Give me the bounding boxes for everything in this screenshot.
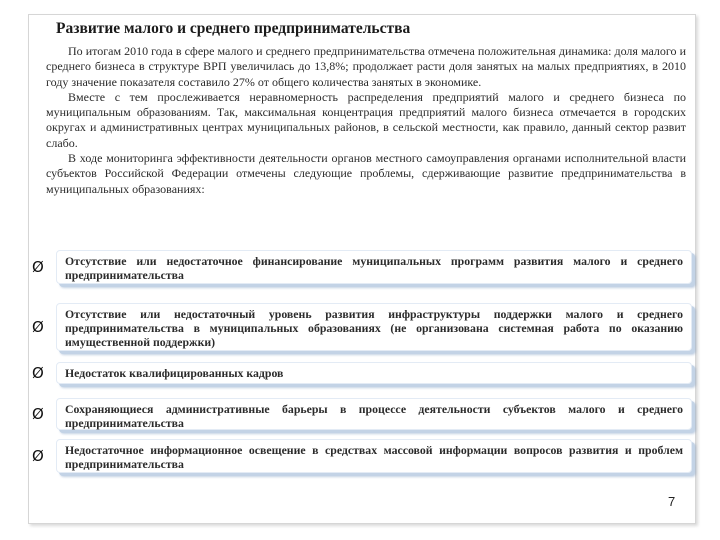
problem-box: Отсутствие или недостаточное финансирование муниципальных программ развития малого и среднего предпринимательства (56, 250, 692, 284)
problem-item (32, 303, 692, 351)
problem-item (32, 439, 692, 473)
slide-title: Развитие малого и среднего предпринимательства (56, 20, 411, 37)
problem-box: Недостаток квалифицированных кадров (56, 362, 692, 384)
problem-box: Недостаточное информационное освещение в средствах массовой информации вопросов развития и проблем предпринимательства (56, 439, 692, 473)
problem-item (32, 250, 692, 284)
arrow-bullet-icon: Ø (32, 446, 44, 465)
arrow-bullet-icon: Ø (32, 404, 44, 423)
arrow-bullet-icon: Ø (32, 363, 44, 382)
body-text (46, 44, 686, 197)
paragraph: Вместе с тем прослеживается неравномерность распределения предприятий малого и среднего бизнеса по муниципальным образованиям. Так, максимальная концентрация предприятий малого бизнеса отмечается в городских округах и административных центрах муниципальных районов, в сельской местности, как правило, данный сектор развит слабо. (46, 89, 686, 150)
paragraph: По итогам 2010 года в сфере малого и среднего предпринимательства отмечена положительная динамика: доля малого и среднего бизнеса в структуре ВРП увеличилась до 13,8%; продолжает расти доля занятых на малых предприятиях, в 2010 году значение показателя составило 27% от общего количества занятых в экономике. (46, 44, 686, 89)
arrow-bullet-icon: Ø (32, 257, 44, 276)
problem-box: Отсутствие или недостаточный уровень развития инфраструктуры поддержки малого и среднего предпринимательства в муниципальных образованиях (не организована системная работа по оказанию имущественной поддержки) (56, 303, 692, 351)
arrow-bullet-icon: Ø (32, 317, 44, 336)
problem-box: Сохраняющиеся административные барьеры в процессе деятельности субъектов малого и среднего предпринимательства (56, 398, 692, 430)
problem-item (32, 362, 692, 384)
page-number: 7 (668, 494, 676, 509)
problem-item (32, 398, 692, 430)
paragraph: В ходе мониторинга эффективности деятельности органов местного самоуправления органами исполнительной власти субъектов Российской Федерации отмечены следующие проблемы, сдерживающие развитие предпринимательства в муниципальных образованиях: (46, 151, 686, 196)
